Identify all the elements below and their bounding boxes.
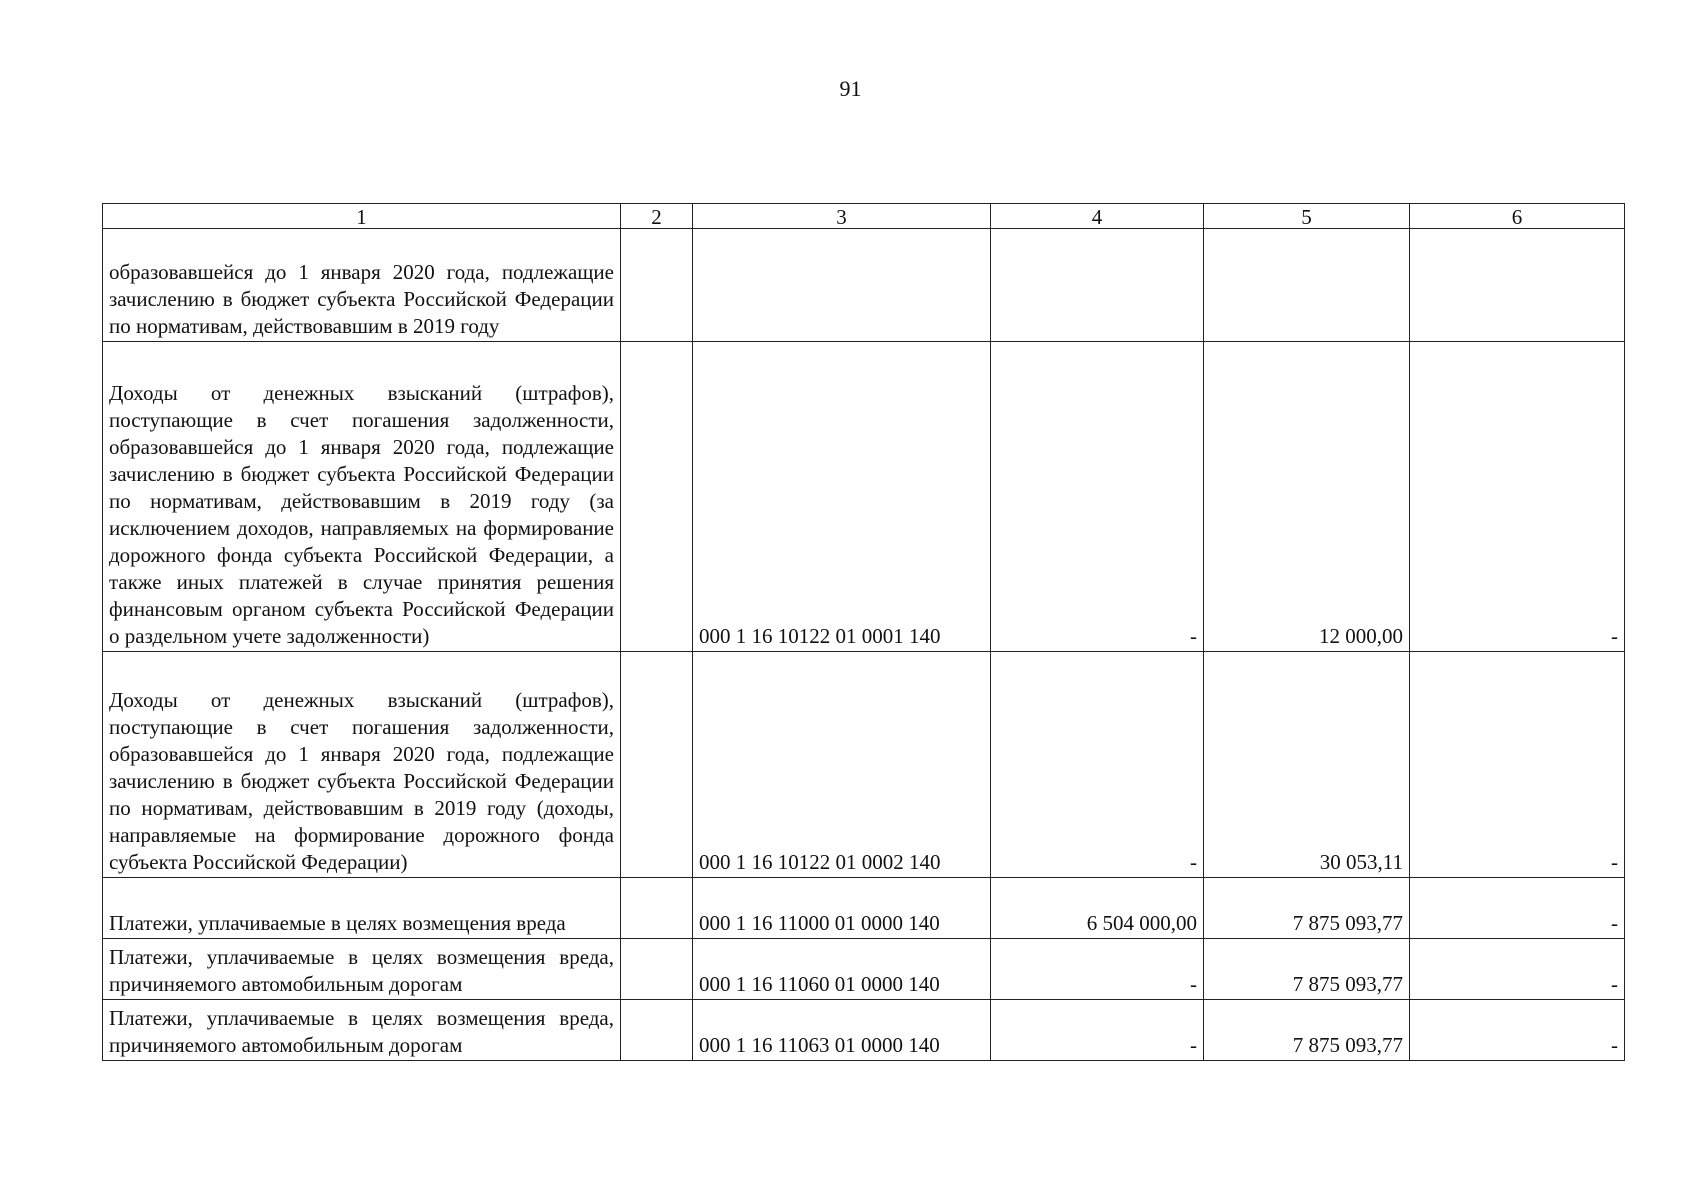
row-col4-amount: - bbox=[991, 342, 1204, 652]
page-number: 91 bbox=[839, 76, 862, 101]
table-row bbox=[103, 1000, 1625, 1061]
row-col5-amount: 7 875 093,77 bbox=[1204, 1000, 1410, 1061]
row-budget-code: 000 1 16 10122 01 0002 140 bbox=[693, 652, 991, 878]
row-description: образовавшейся до 1 января 2020 года, подлежащие зачислению в бюджет субъекта Российской Федерации по нормативам, действовавшим в 2019 году bbox=[103, 229, 621, 342]
column-header-6: 6 bbox=[1410, 204, 1625, 229]
table-row bbox=[103, 229, 1625, 342]
row-budget-code: 000 1 16 11063 01 0000 140 bbox=[693, 1000, 991, 1061]
row-col2 bbox=[621, 939, 693, 1000]
row-col2 bbox=[621, 229, 693, 342]
column-header-4: 4 bbox=[991, 204, 1204, 229]
row-col4-amount: - bbox=[991, 1000, 1204, 1061]
row-description: Платежи, уплачиваемые в целях возмещения вреда, причиняемого автомобильным дорогам bbox=[103, 1000, 621, 1061]
row-col6-amount bbox=[1410, 229, 1625, 342]
row-col6-amount: - bbox=[1410, 1000, 1625, 1061]
row-col4-amount: 6 504 000,00 bbox=[991, 878, 1204, 939]
row-col2 bbox=[621, 652, 693, 878]
table-header-row bbox=[103, 204, 1625, 229]
row-budget-code: 000 1 16 11060 01 0000 140 bbox=[693, 939, 991, 1000]
table-row bbox=[103, 878, 1625, 939]
row-col4-amount: - bbox=[991, 939, 1204, 1000]
column-header-5: 5 bbox=[1204, 204, 1410, 229]
row-description: Платежи, уплачиваемые в целях возмещения вреда bbox=[103, 878, 621, 939]
row-col2 bbox=[621, 1000, 693, 1061]
row-col2 bbox=[621, 342, 693, 652]
row-col4-amount bbox=[991, 229, 1204, 342]
row-col6-amount: - bbox=[1410, 652, 1625, 878]
column-header-3: 3 bbox=[693, 204, 991, 229]
table-row bbox=[103, 342, 1625, 652]
row-col4-amount: - bbox=[991, 652, 1204, 878]
row-description: Доходы от денежных взысканий (штрафов), поступающие в счет погашения задолженности, образовавшейся до 1 января 2020 года, подлежащие зачислению в бюджет субъекта Российской Федерации по нормативам, действовавшим в 2019 году (доходы, направляемые на формирование дорожного фонда субъекта Российской Федерации) bbox=[103, 652, 621, 878]
column-header-1: 1 bbox=[103, 204, 621, 229]
row-col5-amount: 7 875 093,77 bbox=[1204, 939, 1410, 1000]
row-budget-code bbox=[693, 229, 991, 342]
column-header-2: 2 bbox=[621, 204, 693, 229]
row-description: Доходы от денежных взысканий (штрафов), поступающие в счет погашения задолженности, образовавшейся до 1 января 2020 года, подлежащие зачислению в бюджет субъекта Российской Федерации по нормативам, действовавшим в 2019 году (за исключением доходов, направляемых на формирование дорожного фонда субъекта Российской Федерации, а также иных платежей в случае принятия решения финансовым органом субъекта Российской Федерации о раздельном учете задолженности) bbox=[103, 342, 621, 652]
row-col6-amount: - bbox=[1410, 878, 1625, 939]
row-col5-amount: 12 000,00 bbox=[1204, 342, 1410, 652]
row-col2 bbox=[621, 878, 693, 939]
row-col6-amount: - bbox=[1410, 342, 1625, 652]
row-col5-amount: 7 875 093,77 bbox=[1204, 878, 1410, 939]
row-description: Платежи, уплачиваемые в целях возмещения вреда, причиняемого автомобильным дорогам bbox=[103, 939, 621, 1000]
row-col6-amount: - bbox=[1410, 939, 1625, 1000]
row-col5-amount bbox=[1204, 229, 1410, 342]
row-col5-amount: 30 053,11 bbox=[1204, 652, 1410, 878]
row-budget-code: 000 1 16 10122 01 0001 140 bbox=[693, 342, 991, 652]
table-row bbox=[103, 652, 1625, 878]
table-row bbox=[103, 939, 1625, 1000]
budget-revenue-table bbox=[102, 203, 1625, 1061]
row-budget-code: 000 1 16 11000 01 0000 140 bbox=[693, 878, 991, 939]
